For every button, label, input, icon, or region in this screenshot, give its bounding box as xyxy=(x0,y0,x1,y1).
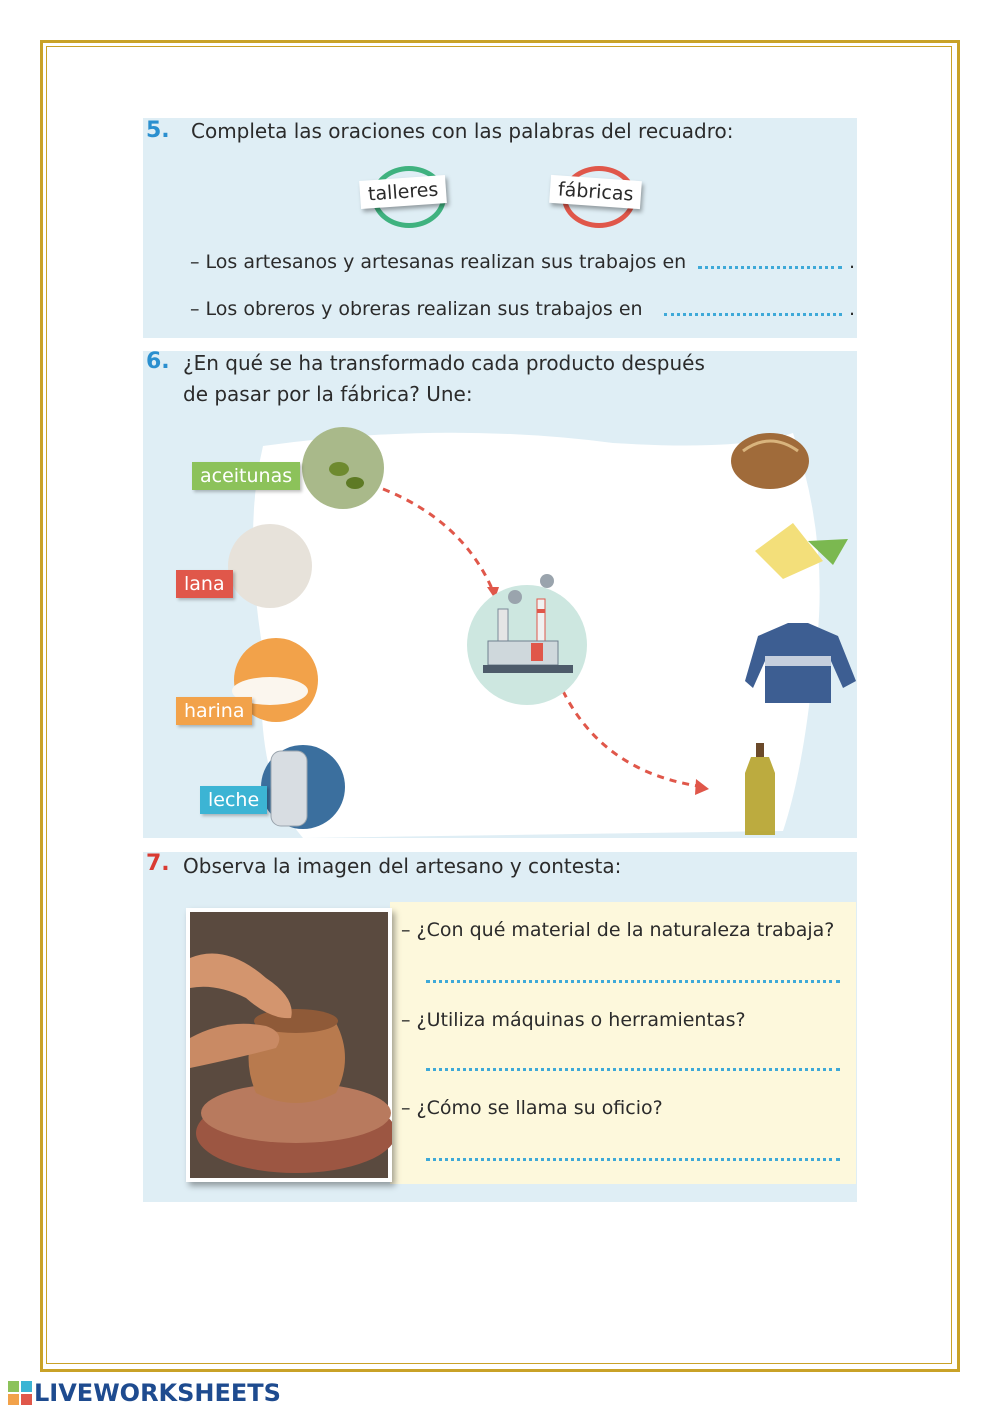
liveworksheets-logo[interactable] xyxy=(8,1380,281,1406)
q7-prompt: Observa la imagen del artesano y contesta: xyxy=(183,854,622,878)
q6-number: 6. xyxy=(146,349,170,374)
q7-answer-blank-3[interactable] xyxy=(426,1158,840,1161)
q5-number: 5. xyxy=(146,118,170,143)
q6-prompt-line1: ¿En qué se ha transformado cada producto después xyxy=(183,351,705,375)
q5-end-mark-1: . xyxy=(849,251,856,273)
q7-question-1: – ¿Con qué material de la naturaleza trabaja? xyxy=(401,919,835,941)
q7-question-2: – ¿Utiliza máquinas o herramientas? xyxy=(401,1009,746,1031)
label-aceitunas[interactable]: aceitunas xyxy=(192,462,300,490)
q5-end-mark-2: . xyxy=(849,298,856,320)
word-fabricas: fábricas xyxy=(549,175,642,209)
q6-prompt-line2: de pasar por la fábrica? Une: xyxy=(183,382,473,406)
q7-answer-blank-2[interactable] xyxy=(426,1068,840,1071)
label-lana[interactable]: lana xyxy=(176,570,233,598)
potter-photo xyxy=(186,908,392,1182)
q7-question-3: – ¿Cómo se llama su oficio? xyxy=(401,1097,663,1119)
q5-sentence-2: – Los obreros y obreras realizan sus trabajos en xyxy=(190,298,643,320)
word-talleres: talleres xyxy=(359,175,447,209)
q7-answer-box xyxy=(390,902,856,1184)
logo-blocks-icon xyxy=(8,1381,32,1405)
label-leche[interactable]: leche xyxy=(200,786,267,814)
q5-answer-blank-1[interactable] xyxy=(698,266,842,269)
logo-text: LIVEWORKSHEETS xyxy=(34,1379,281,1407)
q5-sentence-1: – Los artesanos y artesanas realizan sus trabajos en xyxy=(190,251,687,273)
label-harina[interactable]: harina xyxy=(176,697,252,725)
q5-prompt: Completa las oraciones con las palabras del recuadro: xyxy=(191,119,734,143)
lana-image xyxy=(228,524,312,608)
q5-answer-blank-2[interactable] xyxy=(664,313,842,316)
q7-number: 7. xyxy=(146,851,170,876)
q7-answer-blank-1[interactable] xyxy=(426,980,840,983)
matching-area[interactable] xyxy=(143,351,857,838)
